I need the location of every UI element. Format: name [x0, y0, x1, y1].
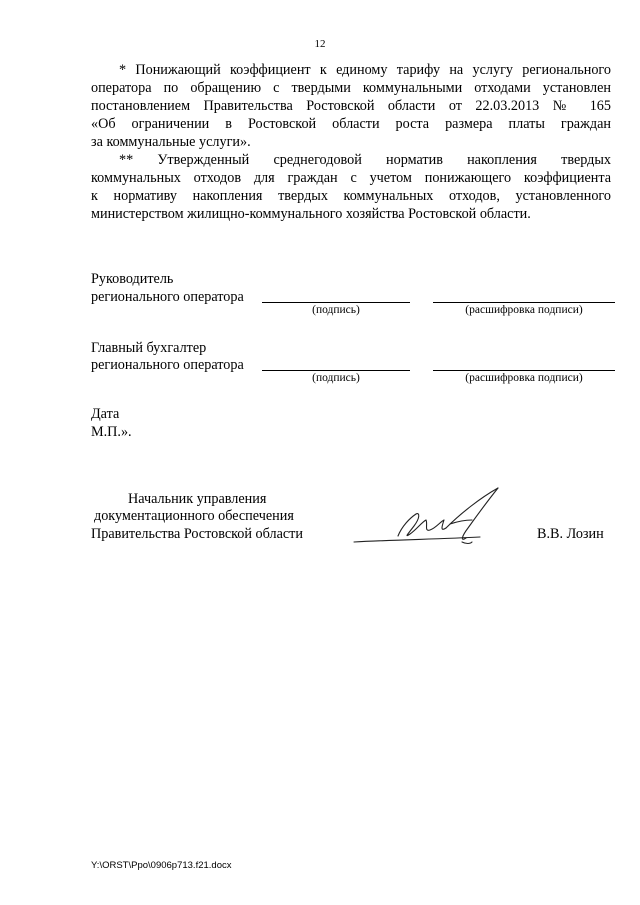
head-decode-caption: (расшифровка подписи): [465, 304, 583, 316]
head-title-line2: регионального оператора: [91, 289, 244, 305]
head-title-line1: Руководитель: [91, 271, 174, 287]
official-title-line2: документационного обеспечения: [94, 508, 294, 524]
official-title-line3: Правительства Ростовской области: [91, 526, 303, 542]
footnote-2: [91, 151, 611, 223]
footnote-1-line: оператора по обращению с твердыми коммунальными отходами установлен: [91, 80, 611, 96]
date-label: Дата: [91, 406, 120, 422]
file-path-footer: Y:\ORST\Ppo\0906p713.f21.docx: [91, 860, 232, 871]
official-title-line1: Начальник управления: [128, 491, 267, 507]
head-decode-line: [433, 302, 615, 303]
footnote-1-line: * Понижающий коэффициент к единому тарифу на услугу регионального: [119, 62, 611, 78]
footnote-1-line: за коммунальные услуги».: [91, 134, 251, 150]
stamp-label: М.П.».: [91, 424, 132, 440]
accountant-decode-line: [433, 370, 615, 371]
accountant-decode-caption: (расшифровка подписи): [465, 372, 583, 384]
footnote-1: [91, 61, 611, 151]
accountant-signature-line: [262, 370, 410, 371]
footnote-2-line: ** Утвержденный среднегодовой норматив накопления твердых: [119, 152, 611, 168]
page-number: 12: [314, 38, 326, 50]
head-signature-line: [262, 302, 410, 303]
official-name: В.В. Лозин: [537, 526, 604, 542]
accountant-title-line1: Главный бухгалтер: [91, 340, 207, 356]
footnote-1-line: постановлением Правительства Ростовской области от 22.03.2013 № 165: [91, 98, 611, 114]
footnote-1-line: «Об ограничении в Ростовской области роста размера платы граждан: [91, 116, 611, 132]
handwritten-signature: [350, 484, 510, 552]
accountant-title-line2: регионального оператора: [91, 357, 244, 373]
head-signature-caption: (подпись): [312, 304, 360, 316]
footnote-2-line: министерством жилищно-коммунального хозяйства Ростовской области.: [91, 206, 531, 222]
footnote-2-line: к нормативу накопления твердых коммунальных отходов, установленного: [91, 188, 611, 204]
accountant-signature-caption: (подпись): [312, 372, 360, 384]
footnote-2-line: коммунальных отходов для граждан с учетом понижающего коэффициента: [91, 170, 611, 186]
